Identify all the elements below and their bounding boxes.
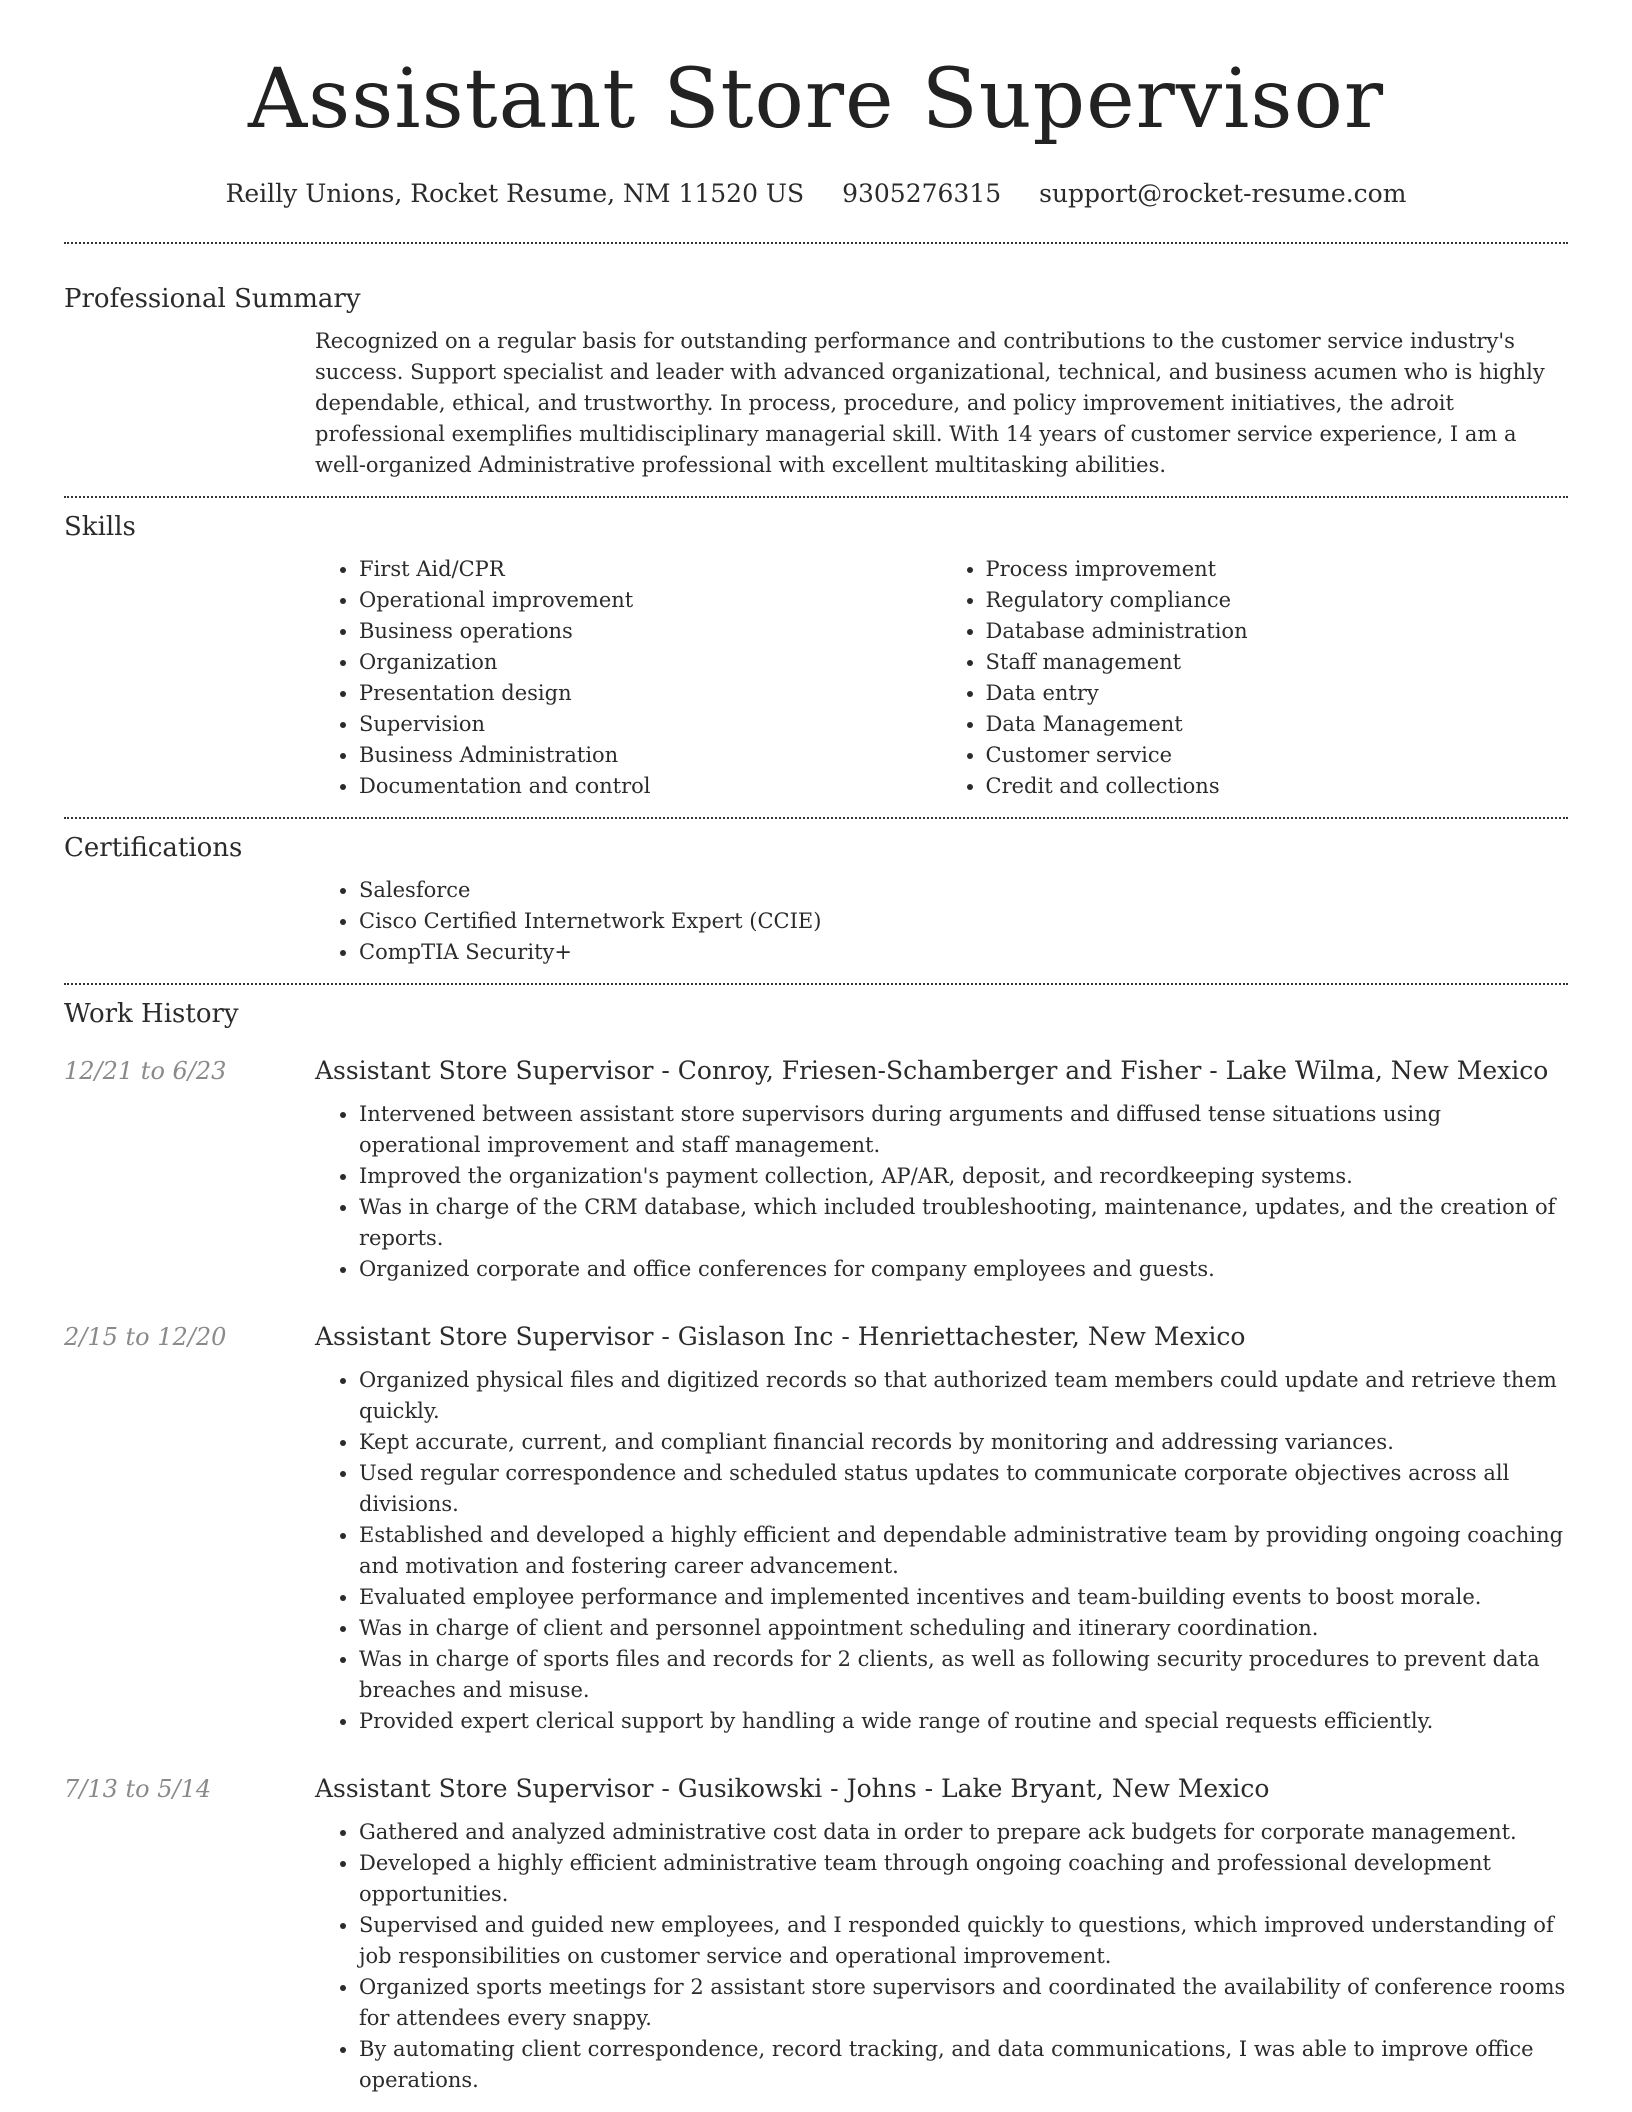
job-date: 12/21 to 6/23 xyxy=(64,1057,227,1085)
job-bullet: • Evaluated employee performance and implemented incentives and team-building events to boost morale. xyxy=(359,1582,1568,1613)
skill-item: • Business Administration xyxy=(359,740,942,771)
job-bullet: • Provided expert clerical support by handling a wide range of routine and special requests efficiently. xyxy=(359,1706,1568,1737)
job-bullet: • Kept accurate, current, and compliant financial records by monitoring and addressing variances. xyxy=(359,1427,1568,1458)
certifications-list xyxy=(315,875,1568,968)
skill-item: • Data Management xyxy=(986,709,1569,740)
work-history-title: Work History xyxy=(64,999,239,1029)
contact-line xyxy=(0,178,1632,210)
skills-list-right xyxy=(942,554,1569,802)
job-entry xyxy=(64,1773,1568,2096)
summary-section xyxy=(64,244,1568,498)
job-date: 7/13 to 5/14 xyxy=(64,1775,212,1803)
certification-item: • Salesforce xyxy=(359,875,1568,906)
skills-section xyxy=(64,498,1568,819)
job-entry xyxy=(64,1055,1568,1285)
skill-item: • Regulatory compliance xyxy=(986,585,1569,616)
summary-title: Professional Summary xyxy=(64,284,361,314)
job-bullet: • Organized physical files and digitized records so that authorized team members could update and retrieve them quickly. xyxy=(359,1365,1568,1427)
skill-item: • Operational improvement xyxy=(359,585,942,616)
job-date: 2/15 to 12/20 xyxy=(64,1323,227,1351)
job-bullet: • Was in charge of sports files and records for 2 clients, as well as following security procedures to prevent data breaches and misuse. xyxy=(359,1644,1568,1706)
certification-item: • Cisco Certified Internetwork Expert (CCIE) xyxy=(359,906,1568,937)
skills-title: Skills xyxy=(64,512,136,542)
resume-header xyxy=(0,0,1632,210)
job-bullet: • Gathered and analyzed administrative cost data in order to prepare ack budgets for corporate management. xyxy=(359,1817,1568,1848)
summary-text: Recognized on a regular basis for outstanding performance and contributions to the customer service industry's success. Support specialist and leader with advanced organizational, technical, and business acumen who is highly dependable, ethical, and trustworthy. In process, procedure, and policy improvement initiatives, the adroit professional exemplifies multidisciplinary managerial skill. With 14 years of customer service experience, I am a well-organized Administrative professional with excellent multitasking abilities. xyxy=(315,329,1545,477)
job-entry xyxy=(64,1321,1568,1737)
skill-item: • Presentation design xyxy=(359,678,942,709)
certification-item: • CompTIA Security+ xyxy=(359,937,1568,968)
skill-item: • Process improvement xyxy=(986,554,1569,585)
contact-address: Reilly Unions, Rocket Resume, NM 11520 US xyxy=(225,179,805,208)
skill-item: • Documentation and control xyxy=(359,771,942,802)
job-bullets xyxy=(315,1099,1568,1285)
skill-item: • Customer service xyxy=(986,740,1569,771)
job-bullet: • Established and developed a highly efficient and dependable administrative team by providing ongoing coaching and motivation and fostering career advancement. xyxy=(359,1520,1568,1582)
job-bullet: • Organized corporate and office conferences for company employees and guests. xyxy=(359,1254,1568,1285)
skills-list-left xyxy=(315,554,942,802)
skill-item: • First Aid/CPR xyxy=(359,554,942,585)
skill-item: • Data entry xyxy=(986,678,1569,709)
job-bullet: • By automating client correspondence, record tracking, and data communications, I was able to improve office operations. xyxy=(359,2034,1568,2096)
candidate-name: Assistant Store Supervisor xyxy=(247,52,1385,147)
skill-item: • Credit and collections xyxy=(986,771,1569,802)
work-history-section xyxy=(64,985,1568,2096)
job-bullets xyxy=(315,1817,1568,2096)
skill-item: • Business operations xyxy=(359,616,942,647)
skill-item: • Organization xyxy=(359,647,942,678)
contact-email: support@rocket-resume.com xyxy=(1039,179,1407,208)
certifications-title: Certifications xyxy=(64,833,243,863)
job-title: Assistant Store Supervisor - Conroy, Friesen-Schamberger and Fisher - Lake Wilma, New Mexico xyxy=(315,1056,1549,1085)
contact-phone: 9305276315 xyxy=(842,179,1002,208)
job-title: Assistant Store Supervisor - Gusikowski - Johns - Lake Bryant, New Mexico xyxy=(315,1774,1270,1803)
job-bullet: • Was in charge of client and personnel appointment scheduling and itinerary coordination. xyxy=(359,1613,1568,1644)
job-bullet: • Developed a highly efficient administrative team through ongoing coaching and professional development opportunities. xyxy=(359,1848,1568,1910)
job-bullet: • Improved the organization's payment collection, AP/AR, deposit, and recordkeeping systems. xyxy=(359,1161,1568,1192)
job-title: Assistant Store Supervisor - Gislason Inc - Henriettachester, New Mexico xyxy=(315,1322,1246,1351)
job-bullet: • Was in charge of the CRM database, which included troubleshooting, maintenance, updates, and the creation of reports. xyxy=(359,1192,1568,1254)
skill-item: • Supervision xyxy=(359,709,942,740)
skill-item: • Database administration xyxy=(986,616,1569,647)
job-bullets xyxy=(315,1365,1568,1737)
job-bullet: • Used regular correspondence and scheduled status updates to communicate corporate objectives across all divisions. xyxy=(359,1458,1568,1520)
skill-item: • Staff management xyxy=(986,647,1569,678)
job-bullet: • Organized sports meetings for 2 assistant store supervisors and coordinated the availability of conference rooms for attendees every snappy. xyxy=(359,1972,1568,2034)
job-bullet: • Intervened between assistant store supervisors during arguments and diffused tense situations using operational improvement and staff management. xyxy=(359,1099,1568,1161)
job-bullet: • Supervised and guided new employees, and I responded quickly to questions, which improved understanding of job responsibilities on customer service and operational improvement. xyxy=(359,1910,1568,1972)
certifications-section xyxy=(64,819,1568,985)
